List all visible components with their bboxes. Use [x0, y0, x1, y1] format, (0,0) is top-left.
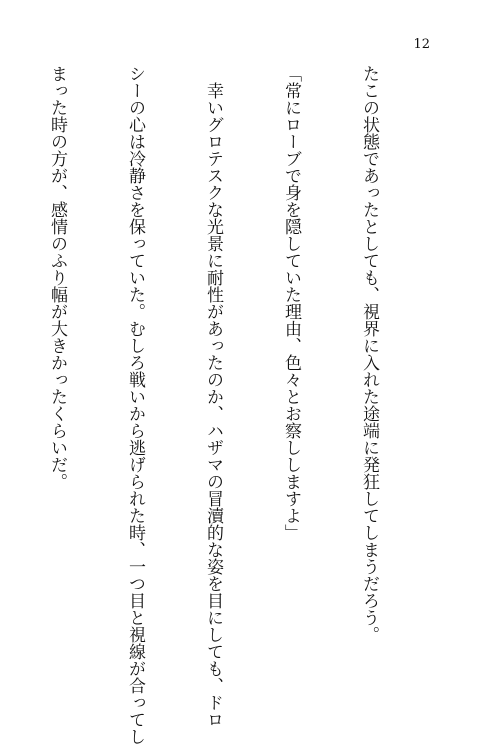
text-line: まった時の方が、感情のふり幅が大きかったくらいだ。 [47, 65, 67, 490]
text-line: シーの心は冷静さを保っていた。むしろ戦いから逃げられた時、一つ目と視線が合ってし [125, 65, 145, 745]
text-line: 幸いグロテスクな光景に耐性があったのか、ハザマの冒瀆的な姿を目にしても、ドロ [203, 65, 223, 728]
vertical-text-body [47, 65, 434, 745]
page-number: 12 [413, 37, 430, 52]
text-line: 「常にローブで身を隠していた理由、色々とお察ししますよ」 [281, 65, 301, 541]
text-line: たこの状態であったとしても、視界に入れた途端に発狂してしまうだろう。 [359, 65, 379, 643]
